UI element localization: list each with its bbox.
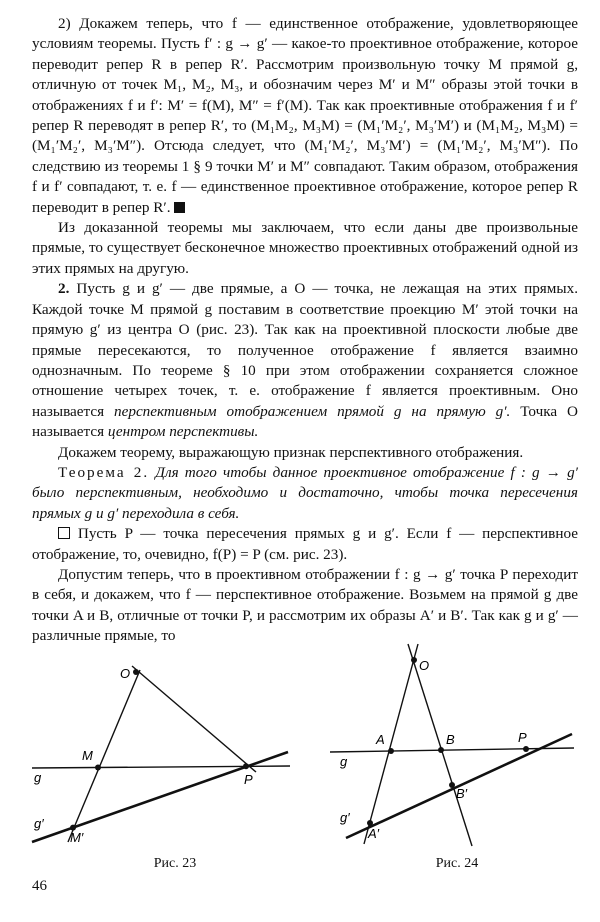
fig23-label-M: M [82, 748, 93, 763]
fig24-label-g-prime: g′ [340, 810, 350, 825]
figure-23-caption: Рис. 23 [153, 856, 197, 871]
fig24-label-A: A [376, 732, 385, 747]
fig24-point-A [388, 748, 394, 754]
fig23-point-P [243, 763, 249, 769]
term-perspective-map: перспективным отображением прямой g на прямую g′. [114, 402, 511, 420]
theorem-label: Теорема 2. [58, 463, 150, 481]
fig23-point-O [133, 669, 139, 675]
fig23-label-O: O [120, 666, 131, 681]
fig23-label-g-prime: g′ [34, 816, 44, 831]
qed-square-icon [174, 202, 185, 213]
fig24-label-B: B [446, 732, 455, 747]
fig24-label-g: g [340, 754, 348, 769]
paragraph-proof-uniqueness: 2) Докажем теперь, что f — единственное отображение, удовлетворяющее условиям теоремы. Пусть f′ : g → g′ — какое-то проективное отображение, которое переводит репер R в репер R′. Рассмотрим произвольную точку M прямой g, отличную от точек M₁, M₂, M₃, и обозначим через M′ и M″ образы этой точки в отображениях f и f′: M′ = f(M), M″ = f′(M). Так как проективные отображения f и f′ репер R переводят в репер R′, то (M₁M₂, M₃M) = (M₁′M₂′, M₃′M′) и (M₁M₂, M₃M) = (M₁′M₂′, M₃′M″). Отсюда следует, что (M₁′M₂′, M₃′M′) = (M₁′M₂′, M₃′M″). По следствию из теоремы 1 § 9 точки M′ и M″ совпадают. Таким образом, отображения f и f′ совпадают, т. е. f — единственное проективное отображение, которое репер R переводит в репер R′. [32, 15, 578, 216]
paragraph-proof-necessity [32, 524, 578, 565]
fig23-label-P: P [244, 772, 253, 787]
fig24-point-B [438, 747, 444, 753]
proof-necessity-text: Пусть P — точка пересечения прямых g и g′. Если f — перспективное отображение, то, очевидно, f(P) = P (см. рис. 23). [32, 525, 579, 563]
fig23-point-M [95, 765, 101, 771]
figure-24 [322, 630, 582, 860]
fig23-line-O-P [132, 666, 256, 772]
fig24-label-P: P [518, 730, 527, 745]
fig23-label-g: g [34, 770, 42, 785]
theorem-2 [32, 463, 578, 524]
definition-text-a: Пусть g и g′ — две прямые, а O — точка, не лежащая на этих прямых. Каждой точке M прямой g поставим в соответствие проекцию M′ этой точки на прямую g′ из центра O (рис. 23). Так как на проективной плоскости любые две прямые пересекаются, то полученное отображение f является взаимно однозначным. По теореме § 10 при этом отображении сохраняется сложное отношение четырех точек, т. е. отображение f является проективным. Оно называется [32, 280, 578, 420]
fig24-point-O [411, 657, 417, 663]
fig23-label-M-prime: M′ [70, 830, 84, 845]
figure-23 [20, 630, 310, 860]
fig24-line-O-A [364, 644, 418, 844]
definition-text-b: Точка O называется [32, 402, 579, 441]
fig24-point-B-prime [449, 782, 455, 788]
page-number: 46 [32, 878, 47, 894]
figure-24-caption: Рис. 24 [435, 856, 479, 871]
text-body [32, 14, 578, 647]
fig24-point-P [523, 746, 529, 752]
item-number: 2. [58, 280, 70, 298]
term-perspective-center: центром перспективы. [107, 423, 259, 441]
fig24-label-B-prime: B′ [456, 786, 468, 801]
fig24-label-A-prime: A′ [368, 826, 380, 841]
paragraph-proof-sufficiency: Допустим теперь, что в проективном отображении f : g → g′ точка P переходит в себя, и докажем, что f — перспективное отображение. Возьмем на прямой g две точки A и B, отличные от точки P, и рассмотрим их образы A′ и B′. Так как g и g′ — различные прямые, то [32, 565, 578, 645]
paragraph-perspective-definition [32, 279, 578, 442]
fig24-line-O-B [408, 644, 472, 846]
paragraph-theorem-intro: Докажем теорему, выражающую признак перспективного отображения. [58, 443, 524, 461]
paragraph-conclusion: Из доказанной теоремы мы заключаем, что если даны две произвольные прямые, то существует бесконечное множество проективных отображений одной из этих прямых на другую. [32, 219, 578, 277]
theorem-statement: Для того чтобы данное проективное отображение f : g → g′ было перспективным, необходимо и достаточно, чтобы точка пересечения прямых g и g′ переходила в себя. [32, 463, 578, 522]
fig24-label-O: O [419, 658, 430, 673]
proof-start-box-icon [58, 527, 70, 539]
